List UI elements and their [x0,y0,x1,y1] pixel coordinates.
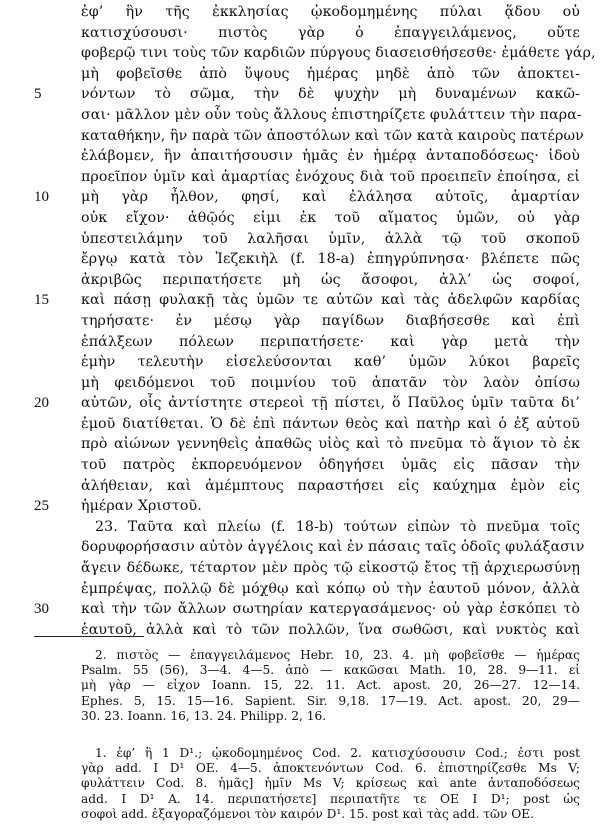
line-text: ἐμπρέψας, πολλῷ δὲ μόχθῳ καὶ κόπῳ οὐ τὴν ἑαυτοῦ μόνον, ἀλλὰ [81,580,580,597]
sources-apparatus [0,648,600,724]
text-line [0,290,600,311]
text-line [0,84,600,105]
text-line [0,537,600,558]
apparatus-text: 2. πιστὸς — ἐπαγγειλάμενος Hebr. 10, 23. 4. μὴ φοβεῖσθε — ἡμέρας [95,648,580,662]
apparatus-line [0,776,600,791]
line-text: ἐμοῦ διατίθεται. Ὁ δὲ ἐπὶ πάντων θεὸς καὶ πατὴρ καὶ ὁ ἐξ αὐτοῦ [81,415,580,432]
line-text: καὶ τὴν τῶν ἄλλων σωτηρίαν κατεργασάμενος· οὐ γὰρ ἐσκόπει τὸ [81,601,580,618]
line-text: ἑαυτοῦ, ἀλλὰ καὶ τὸ τῶν πολλῶν, ἵνα σωθῶσι, καὶ νυκτὸς καὶ [81,621,580,638]
text-line [0,620,600,641]
line-text: κατισχύσουσι· πιστὸς γὰρ ὁ ἐπαγγειλάμενος, οὔτε [81,24,580,41]
text-line [0,64,600,85]
apparatus-line [0,807,600,822]
main-text-block [0,2,600,640]
line-text: πρὸ αἰώνων γεννηθεὶς ἀπαθῶς υἱὸς καὶ τὸ πνεῦμα τὸ ἅγιον τὸ ἐκ [81,436,580,453]
footnotes [0,648,600,822]
text-line [0,105,600,126]
text-line [0,229,600,250]
line-text: ἐπάλξεων πόλεων περιπατήσετε· καὶ γὰρ μετὰ τὴν [81,333,580,350]
text-line [0,373,600,394]
line-text: νόντων τὸ σῶμα, τὴν δὲ ψυχὴν μὴ δυναμένων κακῶ- [81,86,580,103]
line-number: 20 [34,395,49,412]
line-text: μὴ φειδόμενοι τοῦ ποιμνίου τοῦ ἀπατᾶν τὸν λαὸν ὀπίσω [81,374,580,391]
text-line [0,579,600,600]
text-line [0,496,600,517]
apparatus-line [0,663,600,678]
line-text: τοῦ πατρὸς ἐκπορευόμενον ὁδηγήσει ὑμᾶς εἰς πᾶσαν τὴν [81,457,580,474]
text-line [0,2,600,23]
text-line [0,187,600,208]
text-line [0,208,600,229]
apparatus-text: γὰρ add. I D¹ OE. 4—5. ἀποκτενόντων Cod. 6. ἐπιστηρίζεσθε Ms V; [81,761,580,776]
line-text: μὴ γὰρ ἦλθον, φησί, καὶ ἐλάλησα αὐτοῖς, ἁμαρτίαν [81,189,580,206]
line-number: 15 [34,292,49,309]
critical-apparatus [0,746,600,822]
apparatus-text: μὴ γὰρ — εἶχον Ioann. 15, 22. 11. Act. apost. 20, 26—27. 12—14. [81,678,580,693]
line-text: φοβερῷ τινι τοὺς τῶν καρδιῶν πύργους διασεισθήσεσθε· ἐμάθετε γάρ, [81,45,596,62]
text-line [0,455,600,476]
line-number: 25 [34,498,49,515]
line-text: ἐμὴν τελευτὴν εἰσελεύσονται καθ’ ὑμῶν λύκοι βαρεῖς [81,354,580,371]
line-text: τηρήσατε· ἐν μέσῳ γὰρ παγίδων διαβήσεσθε καὶ ἐπὶ [81,312,580,329]
text-line [0,311,600,332]
line-text: ἔργῳ κατὰ τὸν Ἰεζεκιὴλ (f. 18-a) ἐπηγρύπνησα· βλέπετε πῶς [81,251,580,268]
line-text: καταθήκην, ἣν παρὰ τῶν ἀποστόλων καὶ τῶν κατὰ καιροὺς πατέρων [81,127,584,144]
text-line [0,393,600,414]
line-number: 5 [34,86,42,103]
apparatus-text: 1. ἐφ’ ἣ 1 D¹.; ᾠκοδομημένος Cod. 2. κατισχύσουσιν Cod.; ἐστι post [95,745,580,760]
text-line [0,249,600,270]
text-line [0,434,600,455]
text-line [0,167,600,188]
text-line [0,517,600,538]
line-text: μὴ φοβεῖσθε ἀπὸ ὕψους ἡμέρας μηδὲ ἀπὸ τῶν ἀποκτει- [81,65,580,82]
line-text: ἡμέραν Χριστοῦ. [81,498,202,515]
apparatus-line [0,761,600,776]
line-text: αὐτῶν, οἷς ἀντίστητε στερεοὶ τῇ πίστει, ὅ Παῦλος ὑμῖν ταῦτα δι’ [81,395,580,412]
text-line [0,126,600,147]
line-text: καὶ πάσῃ φυλακῇ τὰς ὑμῶν τε αὐτῶν καὶ τὰς ἀδελφῶν καρδίας [81,292,580,309]
apparatus-line [0,792,600,807]
line-number: 30 [34,601,49,618]
line-text: ἄγειν δέδωκε, τέταρτον μὲν πρὸς τῷ εἰκοστῷ ἔτος τῇ ἀρχιερωσύνῃ [81,560,580,577]
line-text: οὐκ εἴχον· ἀθῷός εἰμι ἐκ τοῦ αἵματος ὑμῶν, οὐ γὰρ [81,209,580,226]
apparatus-line [0,746,600,761]
apparatus-line [0,678,600,693]
text-line [0,558,600,579]
apparatus-line [0,648,600,663]
line-text: ὑπεστειλάμην τοῦ λαλῆσαι ὑμῖν, ἀλλὰ τῷ τοῦ σκοποῦ [81,230,580,247]
footnote-rule [34,636,144,637]
text-line [0,332,600,353]
line-text: δορυφορήσασιν αὐτὸν ἀγγέλοις καὶ ἐν πάσαις ταῖς ὁδοῖς φυλάξασιν [81,539,585,556]
line-text: 23. Ταῦτα καὶ πλείω (f. 18-b) τούτων εἰπὼν τὸ πνεῦμα τοῖς [95,518,580,535]
line-text: ἀκριβῶς περιπατήσετε μὴ ὡς ἄσοφοι, ἀλλ’ ὡς σοφοί, [81,271,580,288]
text-line [0,146,600,167]
text-line [0,270,600,291]
apparatus-text: Psalm. 55 (56), 3—4. 4—5. ἀπὸ — κακῶσαι Math. 10, 28. 9—11. εἰ [81,663,580,678]
line-text: προεῖπον ὑμῖν καὶ ἁμαρτίας ἐνόχους διὰ τοῦ προειπεῖν ἐποίησα, εἰ [81,168,580,185]
line-number: 10 [34,189,49,206]
line-text: σαι· μᾶλλον μὲν οὖν τοὺς ἄλλους ἐπιστηρίζετε φυλάττειν τὴν παρα- [81,106,582,123]
text-line [0,414,600,435]
line-text: ἐλάβομεν, ἣν ἀπαιτήσουσιν ἡμᾶς ἐν ἡμέρᾳ ἀνταποδόσεως· ἰδοὺ [81,148,580,165]
apparatus-text: σοφοὶ add. ἐξαγοραζόμενοι τὸν καιρόν D¹. 15. post καὶ τὰς add. τῶν OE. [81,806,534,821]
apparatus-text: φυλάττειν Cod. 8. ἡμᾶς] ἡμῖν Ms V; κρίσεως καὶ ante ἀνταποδόσεως [81,776,580,791]
apparatus-text: Ephes. 5, 15. 15—16. Sapient. Sir. 9,18. 17—19. Act. apost. 20, 29— [81,693,580,708]
apparatus-text: 30. 23. Ioann. 16, 13. 24. Philipp. 2, 16. [81,708,327,723]
apparatus-line [0,709,600,724]
apparatus-text: add. I D¹ A. 14. περιπατήσετε] περιπατῆτε τε OE I D¹; post ὡς [81,791,580,806]
line-text: ἀλήθειαν, καὶ ἀμέμπτους παραστήσει εἰς καύχημα ἐμὸν εἰς [81,477,580,494]
text-line [0,599,600,620]
line-text: ἐφ’ ἣν τῆς ἐκκλησίας ᾠκοδομημένης πύλαι ᾅδου οὐ [81,4,580,20]
text-line [0,352,600,373]
apparatus-line [0,694,600,709]
text-line [0,476,600,497]
text-line [0,43,600,64]
text-line [0,23,600,44]
